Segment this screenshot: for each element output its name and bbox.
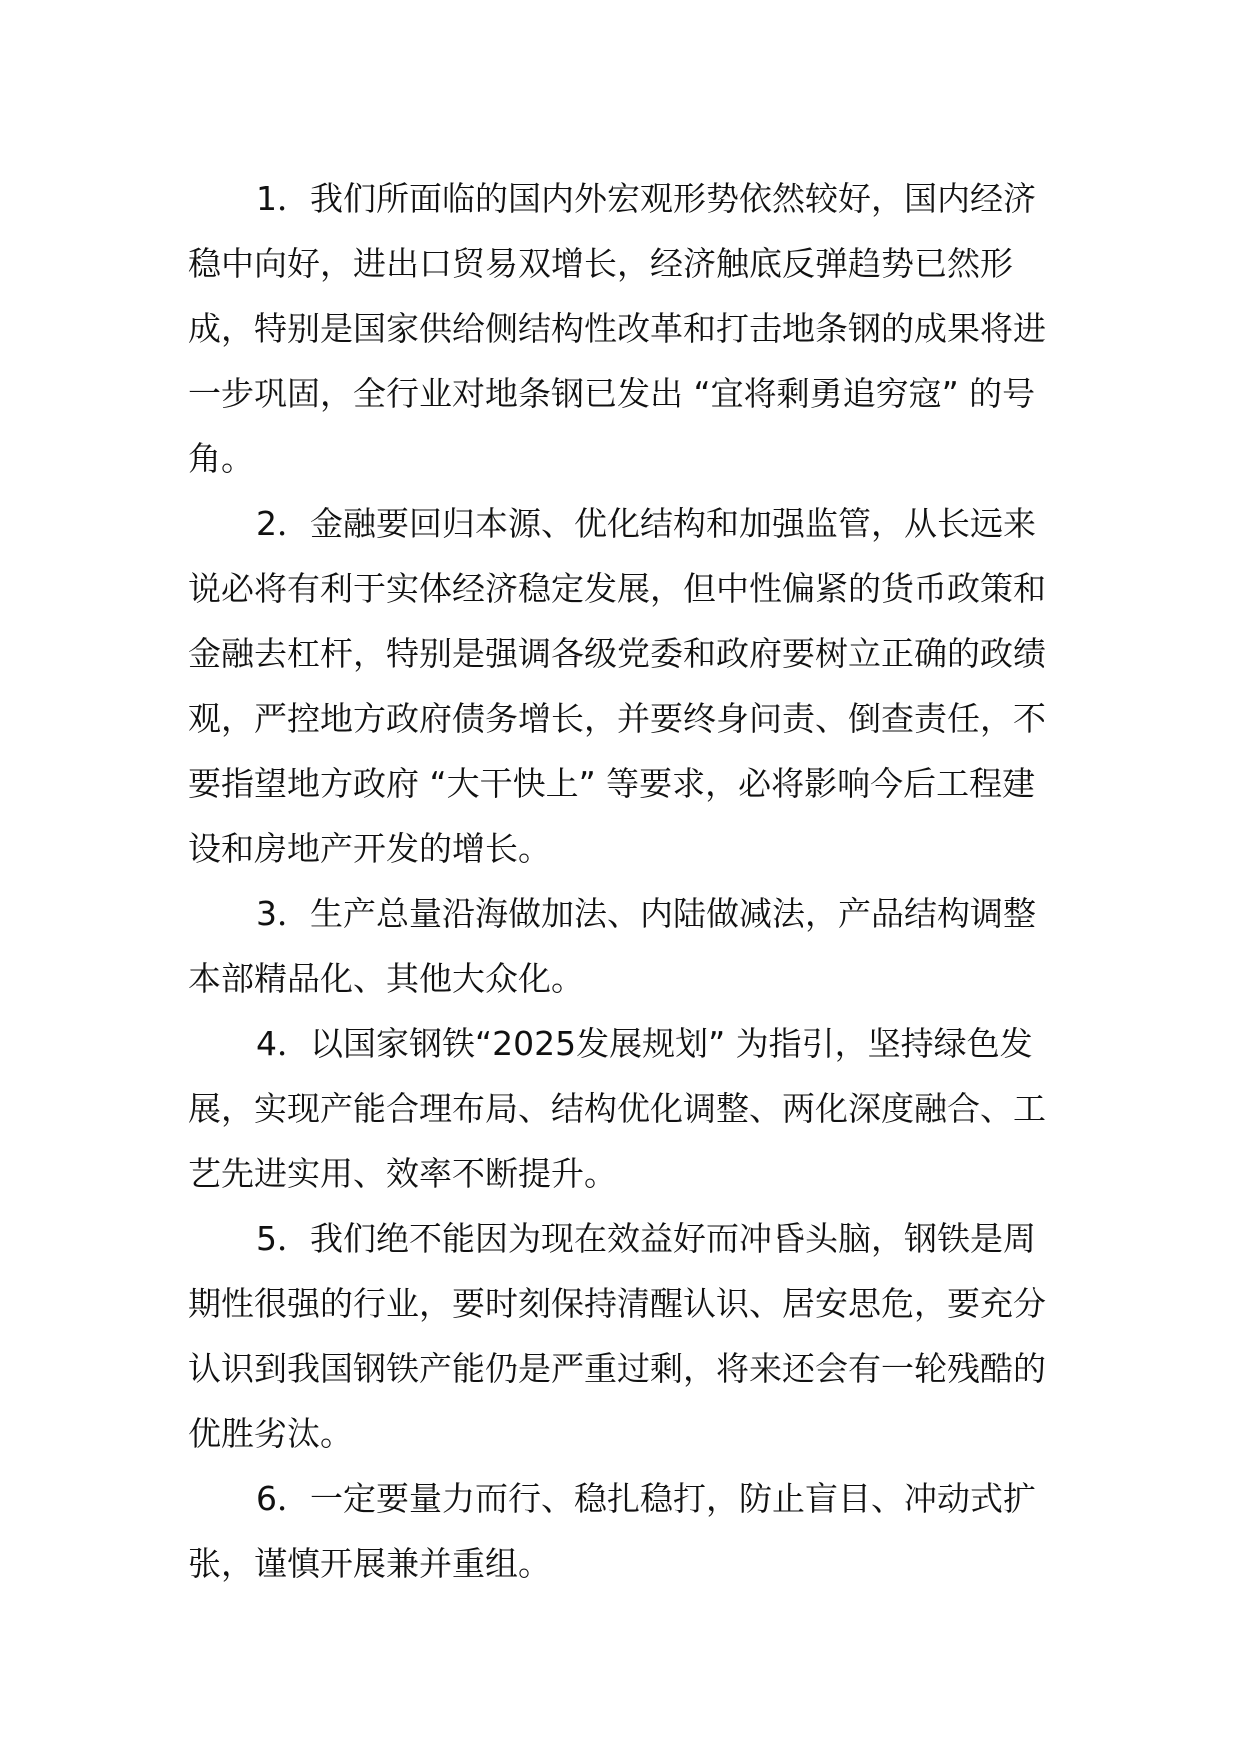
paragraph-4: 4．以国家钢铁“2025发展规划” 为指引，坚持绿色发展，实现产能合理布局、结构优化调整、两化深度融合、工艺先进实用、效率不断提升。 [188, 1024, 1046, 1193]
paragraph-3: 3．生产总量沿海做加法、内陆做减法，产品结构调整本部精品化、其他大众化。 [188, 894, 1036, 998]
document-body [188, 166, 1058, 1596]
paragraph-5: 5．我们绝不能因为现在效益好而冲昏头脑，钢铁是周期性很强的行业，要时刻保持清醒认识、居安思危，要充分认识到我国钢铁产能仍是严重过剩，将来还会有一轮残酷的优胜劣汰。 [188, 1219, 1046, 1453]
paragraph-1: 1．我们所面临的国内外宏观形势依然较好，国内经济稳中向好，进出口贸易双增长，经济触底反弹趋势已然形成，特别是国家供给侧结构性改革和打击地条钢的成果将进一步巩固，全行业对地条钢已发出 “宜将剩勇追穷寇” 的号角。 [188, 179, 1046, 478]
paragraph-6: 6．一定要量力而行、稳扎稳打，防止盲目、冲动式扩张，谨慎开展兼并重组。 [188, 1479, 1036, 1583]
paragraph-2: 2．金融要回归本源、优化结构和加强监管，从长远来说必将有利于实体经济稳定发展，但中性偏紧的货币政策和金融去杠杆，特别是强调各级党委和政府要树立正确的政绩观，严控地方政府债务增长，并要终身问责、倒查责任，不要指望地方政府 “大干快上” 等要求，必将影响今后工程建设和房地产开发的增长。 [188, 504, 1046, 868]
